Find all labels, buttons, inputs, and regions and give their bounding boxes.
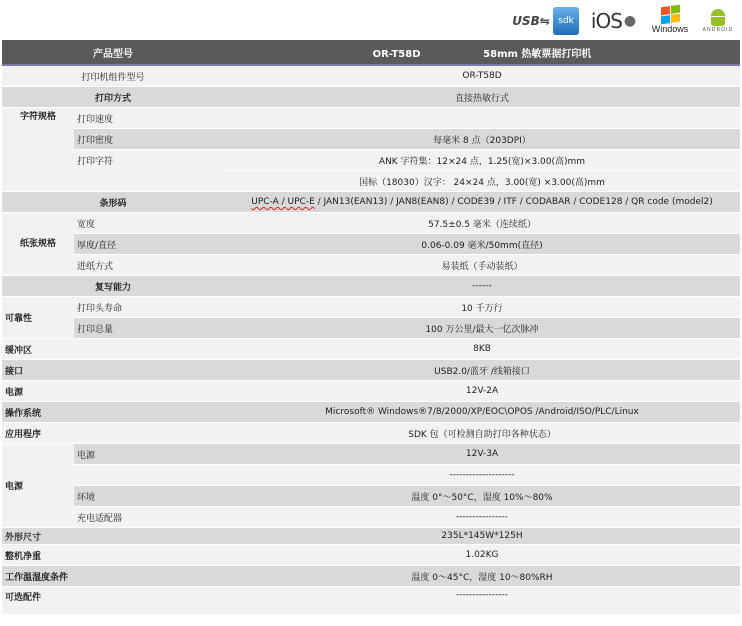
table-row	[2, 507, 740, 528]
table-row	[2, 486, 740, 507]
row-label: 打印速度	[74, 108, 224, 129]
row-label: 接口	[2, 360, 224, 381]
row-value: 8KB	[224, 339, 740, 360]
row-value: ----------------	[224, 507, 740, 528]
row-value: 温度 0°～50°C，湿度 10%～80%	[224, 486, 740, 507]
row-label: 厚度/直径	[74, 234, 224, 255]
row-value: 1.02KG	[224, 545, 740, 566]
row-value: 235L*145W*125H	[224, 528, 740, 545]
row-value: 温度 0～45°C，湿度 10～80%RH	[224, 566, 740, 587]
row-label: 打印总量	[74, 318, 224, 339]
row-value: --------------------	[224, 465, 740, 486]
sdk-logo-icon: sdk	[553, 7, 579, 35]
header-title: OR-T58D 58mm 热敏票据打印机	[224, 40, 740, 65]
table-row	[2, 318, 740, 339]
table-row	[2, 545, 740, 566]
table-row	[2, 360, 740, 381]
table-row	[2, 566, 740, 587]
group-label: 电源	[2, 444, 74, 528]
row-value: 直接热敏行式	[224, 87, 740, 108]
row-label: 缓冲区	[2, 339, 224, 360]
table-row	[2, 402, 740, 423]
row-value: ANK 字符集：12×24 点，1.25(宽)×3.00(高)mm	[224, 150, 740, 171]
row-value: ----------------	[224, 587, 740, 615]
table-row	[2, 65, 740, 87]
row-value: 57.5±0.5 毫米（连续纸）	[224, 213, 740, 234]
row-label: 整机净重	[2, 545, 224, 566]
row-label: 应用程序	[2, 423, 224, 444]
table-row	[2, 129, 740, 150]
row-label: 电源	[74, 444, 224, 465]
android-logo-icon: ANDROID	[702, 6, 734, 36]
table-row	[2, 444, 740, 465]
row-label: 进纸方式	[74, 255, 224, 276]
row-value: 易装纸（手动装纸）	[224, 255, 740, 276]
row-value: 每毫米 8 点（203DPI）	[224, 129, 740, 150]
row-value: 12V-2A	[224, 381, 740, 402]
table-row	[2, 465, 740, 486]
row-label: 打印字符	[74, 150, 224, 192]
table-row	[2, 213, 740, 234]
table-row	[2, 339, 740, 360]
table-row	[2, 108, 740, 129]
table-row	[2, 423, 740, 444]
row-label: 外形尺寸	[2, 528, 224, 545]
group-label: 可靠性	[2, 297, 74, 339]
table-row	[2, 381, 740, 402]
row-label: 电源	[2, 381, 224, 402]
row-label: 操作系统	[2, 402, 224, 423]
table-row	[2, 150, 740, 171]
row-value: OR-T58D	[224, 65, 740, 87]
row-label: 复写能力	[2, 276, 224, 297]
table-row	[2, 528, 740, 545]
row-value: 国标（18030）汉字： 24×24 点，3.00(宽) ×3.00(高)mm	[224, 171, 740, 192]
table-row	[2, 297, 740, 318]
row-label: 充电适配器	[74, 507, 224, 528]
row-value: ------	[224, 276, 740, 297]
row-label: 工作温湿度条件	[2, 566, 224, 587]
header-product-model: 产品型号	[2, 40, 224, 65]
platform-logos	[0, 0, 742, 40]
row-value: UPC-A / UPC-E / JAN13(EAN13) / JAN8(EAN8) / CODE39 / ITF / CODABAR / CODE128 / QR code (model2)	[224, 192, 740, 213]
table-row	[2, 234, 740, 255]
row-value: 0.06-0.09 毫米/50mm(直径)	[224, 234, 740, 255]
windows-logo-icon: Windows	[645, 6, 695, 36]
row-value	[224, 108, 740, 129]
row-value: 12V-3A	[224, 444, 740, 465]
group-label: 字符规格	[2, 108, 74, 192]
row-label: 打印密度	[74, 129, 224, 150]
row-label: 条形码	[2, 192, 224, 213]
table-row	[2, 192, 740, 213]
row-label: 可选配件	[2, 587, 224, 615]
row-value: Microsoft® Windows®7/8/2000/XP/EOC\OPOS /Android/ISO/PLC/Linux	[224, 402, 740, 423]
table-row	[2, 587, 740, 615]
table-row	[2, 255, 740, 276]
group-label: 纸张规格	[2, 213, 74, 276]
table-row	[2, 276, 740, 297]
usb-logo-icon: USB ⇋	[512, 14, 550, 28]
row-value: 100 万公里/最大一亿次脉冲	[224, 318, 740, 339]
spec-table	[2, 40, 740, 615]
row-label: 环境	[74, 486, 224, 507]
row-value: USB2.0/蓝牙 /线箱接口	[224, 360, 740, 381]
row-label: 宽度	[74, 213, 224, 234]
row-label: 打印机组件型号	[2, 65, 224, 87]
row-label: 打印头寿命	[74, 297, 224, 318]
table-row	[2, 87, 740, 108]
table-header	[2, 40, 740, 65]
row-value: SDK 包（可检测自助打印各种状态）	[224, 423, 740, 444]
row-label: 打印方式	[2, 87, 224, 108]
ios-logo-icon: iOS ●	[590, 9, 636, 33]
row-value: 10 千万行	[224, 297, 740, 318]
row-label	[74, 465, 224, 486]
